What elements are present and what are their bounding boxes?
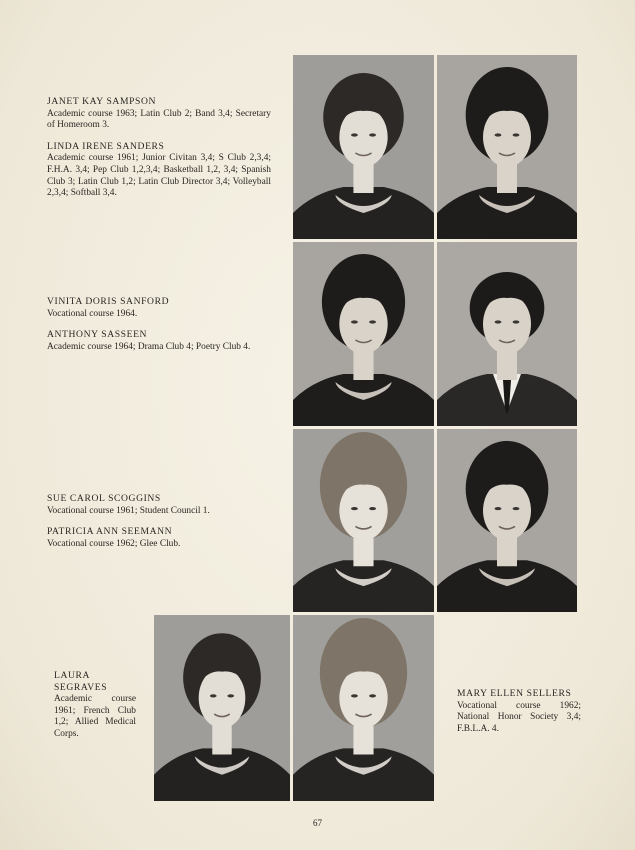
student-details: Vocational course 1964. [47, 308, 138, 319]
portrait-photo [293, 429, 434, 612]
student-name: JANET KAY SAMPSON [47, 96, 157, 107]
portrait-photo [293, 242, 434, 426]
portrait-photo [437, 429, 577, 612]
student-name: LINDA IRENE SANDERS [47, 140, 165, 152]
student-details: Academic course 1961; Junior Civitan 3,4; S Club 2,3,4; F.H.A. 3,4; Pep Club 1,2,3,4; Basketball 1,2, 3,4; Spanish Club 3; Latin Club 1,2; Latin Club Director 3,4; Volleyball 2,3,4; Softball 3,4. [47, 153, 271, 199]
text-block-row-1 [47, 96, 271, 209]
page-number: 67 [313, 818, 322, 828]
student-details: Academic course 1964; Drama Club 4; Poetry Club 4. [47, 341, 251, 352]
student-name: LAURA SEGRAVES [54, 670, 108, 693]
student-details: Academic course 1961; French Club 1,2; Allied Medical Corps. [54, 694, 136, 739]
student-name: PATRICIA ANN SEEMANN [47, 526, 173, 538]
student-details: Vocational course 1961; Student Council 1. [47, 505, 210, 516]
portrait-photo [154, 615, 290, 801]
student-name: SUE CAROL SCOGGINS [47, 493, 161, 504]
text-block-sellers [457, 688, 581, 744]
portrait-photo [293, 615, 434, 801]
text-block-segraves [54, 670, 136, 750]
student-name: MARY ELLEN SELLERS [457, 688, 572, 699]
student-details: Academic course 1963; Latin Club 2; Band 3,4; Secretary of Homeroom 3. [47, 108, 271, 131]
portrait-photo [293, 55, 434, 239]
portrait-photo [437, 242, 577, 426]
student-name: ANTHONY SASSEEN [47, 329, 148, 341]
portrait-photo [437, 55, 577, 239]
text-block-row-3 [47, 493, 271, 559]
student-details: Vocational course 1962; Glee Club. [47, 538, 181, 549]
text-block-row-2 [47, 296, 271, 362]
student-name: VINITA DORIS SANFORD [47, 296, 170, 307]
student-details: Vocational course 1962; National Honor Society 3,4; F.B.L.A. 4. [457, 700, 581, 734]
